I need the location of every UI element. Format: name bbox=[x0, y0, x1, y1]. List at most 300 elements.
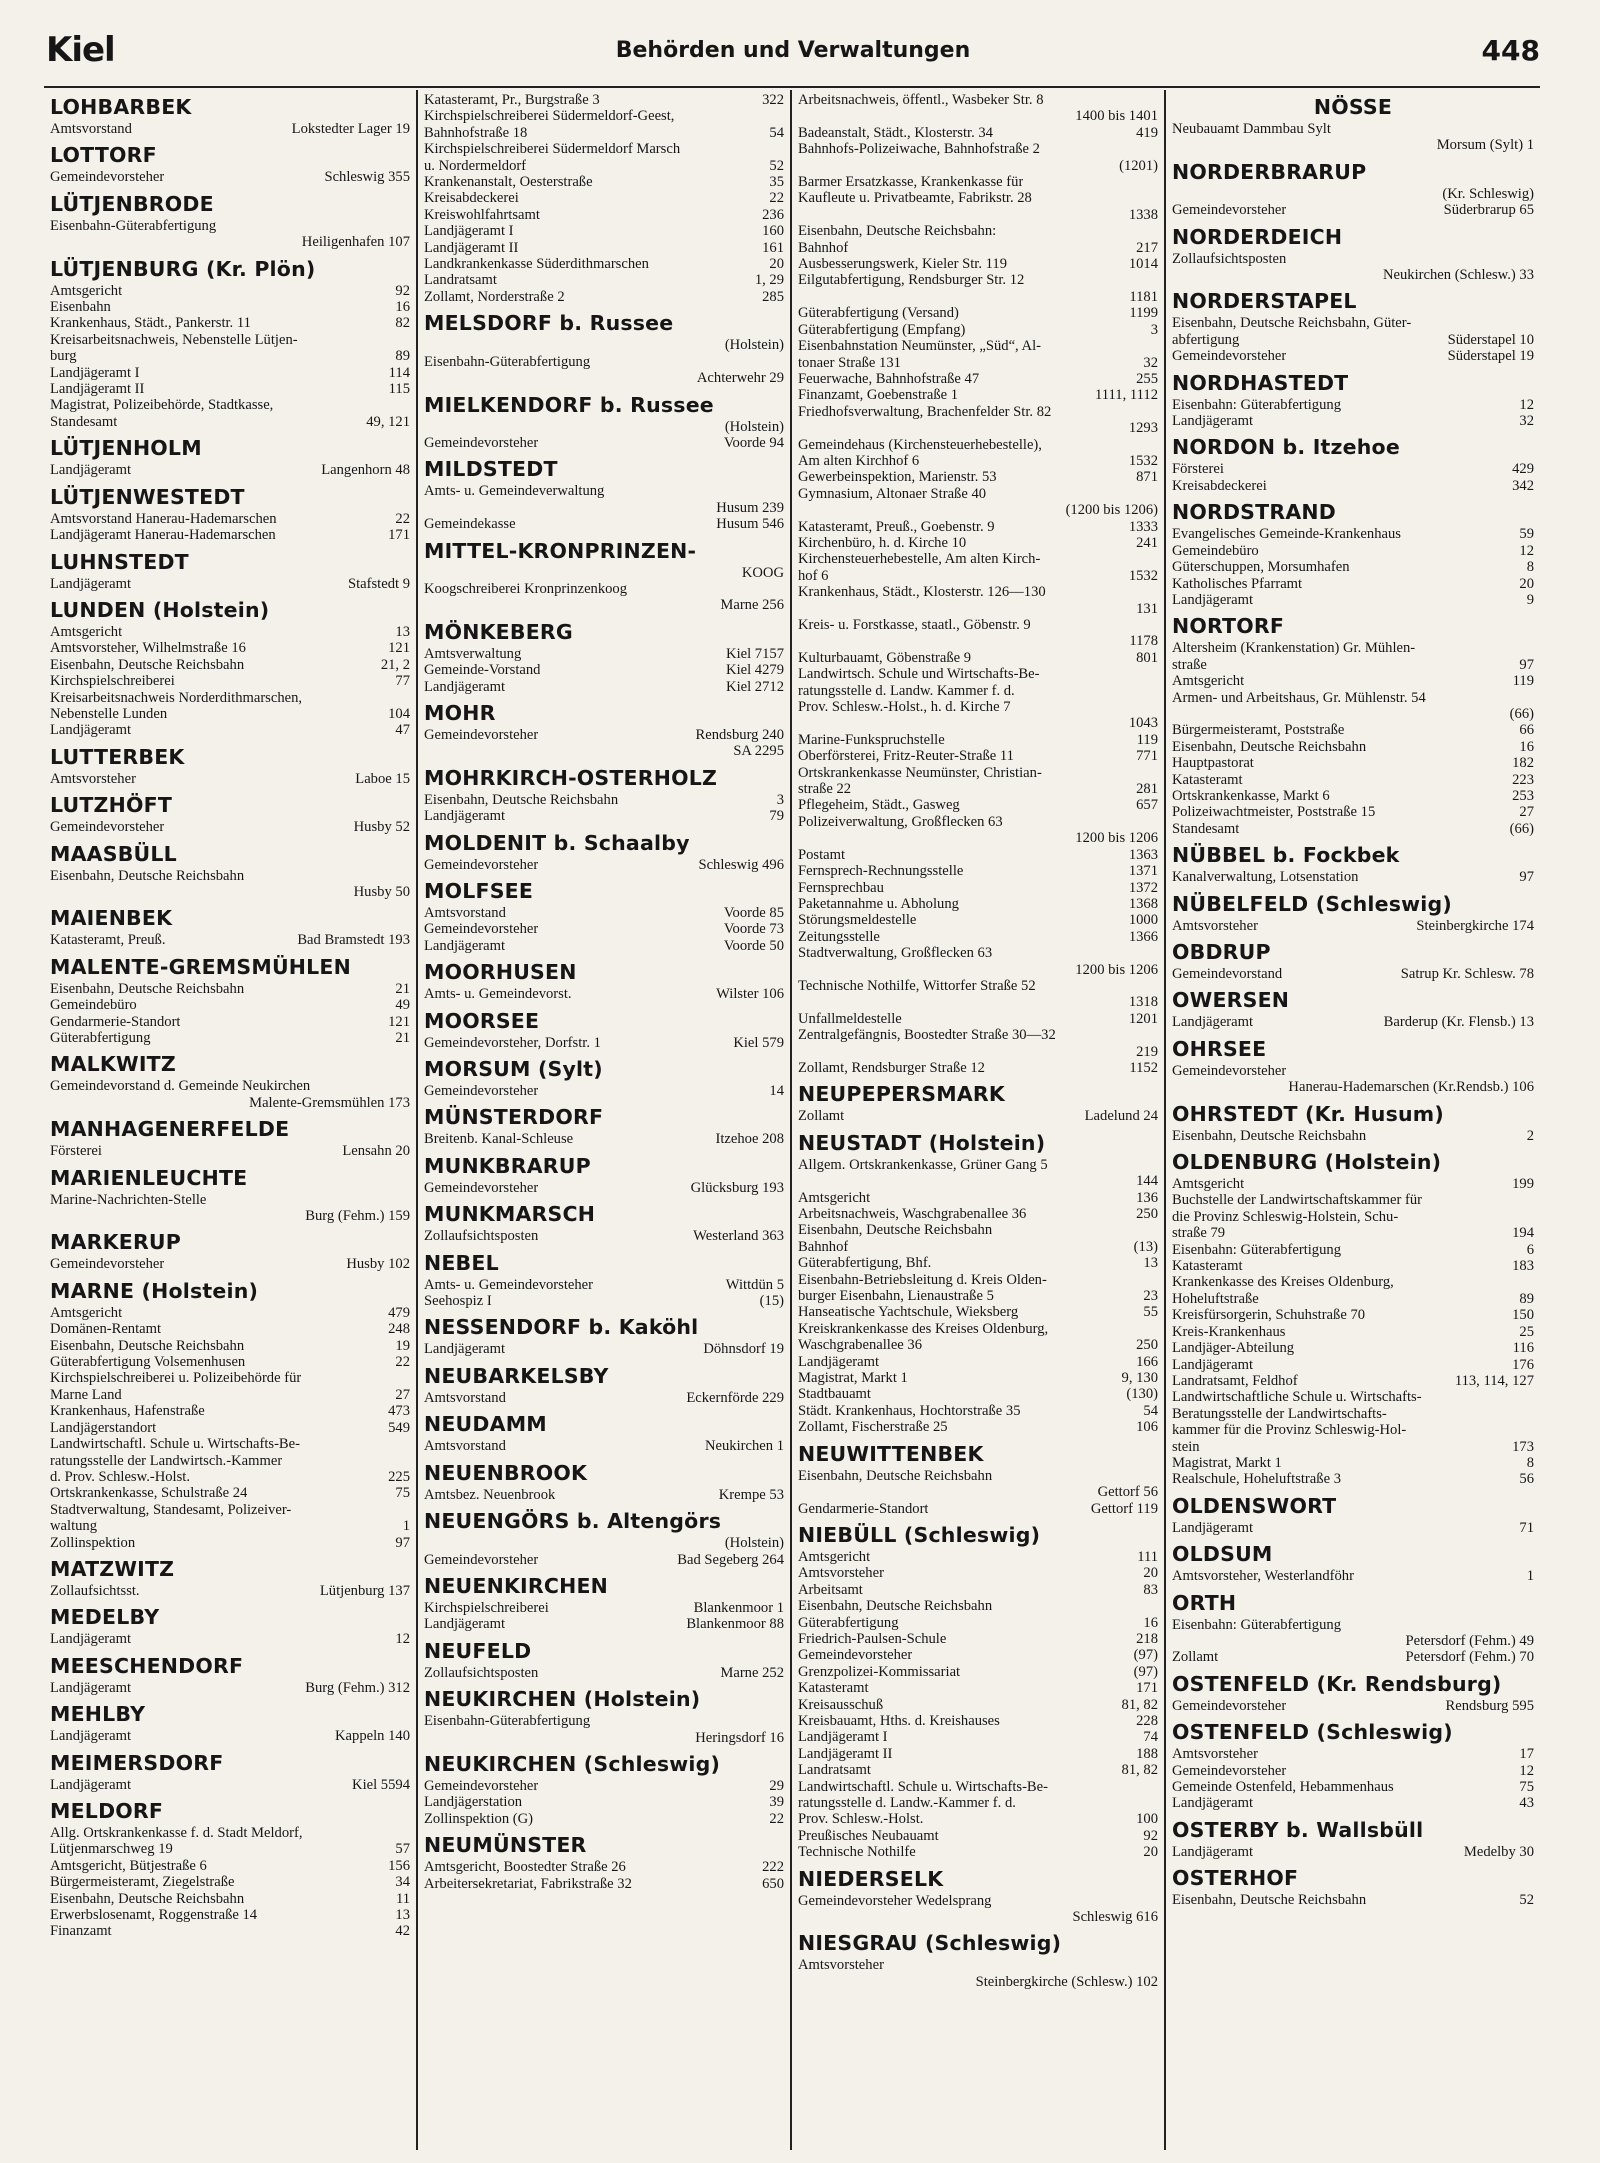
phone-number: 473 bbox=[388, 1403, 410, 1420]
directory-entry bbox=[50, 95, 410, 137]
office-name: Eisenbahn, Deutsche Reichsbahn bbox=[50, 1890, 245, 1907]
office-name: Eisenbahn: Güterabfertigung bbox=[1172, 1616, 1341, 1633]
phone-number: 9, 130 bbox=[1121, 1370, 1158, 1387]
office-name: Landjäger-Abteilung bbox=[1172, 1340, 1295, 1357]
listing-line bbox=[798, 650, 1158, 666]
phone-number: (Kr. Schleswig) bbox=[1442, 185, 1534, 202]
phone-number: 1181 bbox=[1129, 288, 1158, 305]
office-name: Landjägeramt bbox=[1172, 1014, 1254, 1031]
listing-line bbox=[798, 1779, 1158, 1795]
place-heading: MILDSTEDT bbox=[424, 457, 558, 482]
phone-number: Westerland 363 bbox=[693, 1228, 784, 1245]
phone-number: 116 bbox=[1512, 1340, 1534, 1357]
phone-number: 871 bbox=[1136, 469, 1158, 486]
phone-number: 27 bbox=[1519, 804, 1534, 821]
place-heading: NIEBÜLL (Schleswig) bbox=[798, 1522, 1041, 1547]
phone-number: Steinbergkirche 174 bbox=[1416, 917, 1534, 934]
listing-line bbox=[798, 584, 1158, 600]
office-name: Polizeiwachtmeister, Poststraße 15 bbox=[1172, 804, 1376, 821]
directory-entry bbox=[798, 1931, 1158, 1990]
listing-line bbox=[798, 92, 1158, 108]
phone-number: Hanerau-Hademarschen (Kr.Rendsb.) 106 bbox=[1288, 1079, 1534, 1096]
listing-line bbox=[424, 986, 784, 1002]
phone-number: 1 bbox=[1526, 1568, 1534, 1585]
phone-number: 1043 bbox=[1128, 715, 1158, 732]
phone-number: 160 bbox=[762, 223, 784, 240]
office-name: Gemeindevorstand d. Gemeinde Neukirchen bbox=[50, 1078, 311, 1095]
office-name: Badeanstalt, Städt., Klosterstr. 34 bbox=[798, 124, 993, 141]
phone-number: Bad Bramstedt 193 bbox=[297, 932, 410, 949]
phone-number: 54 bbox=[1143, 1402, 1158, 1419]
directory-entry bbox=[50, 906, 410, 948]
listing-line bbox=[1172, 461, 1534, 477]
directory-entry bbox=[50, 1557, 410, 1599]
listing-line bbox=[1172, 1649, 1534, 1665]
phone-number: 1372 bbox=[1128, 879, 1158, 896]
office-name: Polizeiverwaltung, Großflecken 63 bbox=[798, 813, 1003, 830]
phone-number: 2 bbox=[1526, 1127, 1534, 1144]
phone-number: 281 bbox=[1136, 781, 1158, 798]
listing-line bbox=[798, 1011, 1158, 1027]
header-rule bbox=[44, 86, 1540, 88]
office-name: Städt. Krankenhaus, Hochtorstraße 35 bbox=[798, 1402, 1021, 1419]
listing-line bbox=[798, 535, 1158, 551]
phone-number: 1400 bis 1401 bbox=[1075, 108, 1158, 125]
office-name: Landjägerstation bbox=[424, 1794, 523, 1811]
phone-number: 83 bbox=[1143, 1581, 1158, 1598]
phone-number: Heiligenhafen 107 bbox=[301, 234, 410, 251]
listing-line bbox=[798, 945, 1158, 961]
place-heading: MARKERUP bbox=[50, 1230, 181, 1255]
office-name: Zollinspektion (G) bbox=[424, 1810, 534, 1827]
phone-number: 199 bbox=[1512, 1176, 1534, 1193]
office-name: Amtsvorstand Hanerau-Hademarschen bbox=[50, 510, 277, 527]
place-heading: MEIMERSDORF bbox=[50, 1750, 224, 1775]
phone-number: 183 bbox=[1512, 1258, 1534, 1275]
listing-line bbox=[1172, 690, 1534, 706]
listing-line bbox=[798, 1501, 1158, 1517]
directory-entry bbox=[424, 1574, 784, 1633]
place-heading: NORTORF bbox=[1172, 614, 1285, 639]
office-name: Prov. Schlesw.-Holst. bbox=[798, 1811, 924, 1828]
place-heading: MOLDENIT b. Schaalby bbox=[424, 830, 690, 855]
directory-entry bbox=[50, 842, 410, 901]
phone-number: (Holstein) bbox=[724, 337, 784, 354]
office-name: Landjägeramt bbox=[50, 462, 132, 479]
phone-number: 97 bbox=[1519, 869, 1534, 886]
listing-line bbox=[424, 125, 784, 141]
phone-number: 25 bbox=[1519, 1323, 1534, 1340]
place-heading: MATZWITZ bbox=[50, 1556, 175, 1581]
column-4 bbox=[1166, 90, 1540, 2150]
phone-number: Neukirchen (Schlesw.) 33 bbox=[1382, 267, 1534, 284]
listing-line bbox=[424, 337, 784, 353]
listing-line bbox=[1172, 966, 1534, 982]
listing-line bbox=[50, 1095, 410, 1111]
phone-number: 81, 82 bbox=[1121, 1696, 1158, 1713]
office-name: Güterabfertigung bbox=[798, 1614, 899, 1631]
office-name: Güterabfertigung Volsemenhusen bbox=[50, 1354, 246, 1371]
office-name: Krankenkasse des Kreises Oldenburg, bbox=[1172, 1274, 1394, 1291]
listing-line bbox=[50, 381, 410, 397]
phone-number: Achterwehr 29 bbox=[696, 370, 784, 387]
listing-line bbox=[424, 435, 784, 451]
listing-line bbox=[798, 978, 1158, 994]
directory-entry bbox=[1172, 1102, 1534, 1144]
phone-number: 3 bbox=[1150, 321, 1158, 338]
listing-line bbox=[50, 624, 410, 640]
phone-number: Bad Segeberg 264 bbox=[677, 1551, 784, 1568]
listing-line bbox=[798, 1044, 1158, 1060]
listing-line bbox=[1172, 1422, 1534, 1438]
place-heading: MELSDORF b. Russee bbox=[424, 311, 674, 336]
office-name: Landjägeramt II bbox=[50, 381, 145, 398]
listing-line bbox=[50, 527, 410, 543]
office-name: Landjägeramt bbox=[424, 1616, 506, 1633]
directory-entry bbox=[1172, 500, 1534, 608]
listing-line bbox=[1172, 1258, 1534, 1274]
place-heading: OSTENFELD (Schleswig) bbox=[1172, 1720, 1453, 1745]
phone-number: 89 bbox=[1519, 1290, 1534, 1307]
directory-entry bbox=[424, 1057, 784, 1099]
place-heading: MEESCHENDORF bbox=[50, 1653, 244, 1678]
listing-line bbox=[798, 748, 1158, 764]
office-name: Landjägeramt I bbox=[798, 1729, 888, 1746]
listing-line bbox=[798, 1828, 1158, 1844]
phone-number: Malente-Gremsmühlen 173 bbox=[249, 1094, 410, 1111]
place-heading: OHRSTEDT (Kr. Husum) bbox=[1172, 1101, 1444, 1126]
phone-number: Schleswig 496 bbox=[698, 856, 784, 873]
listing-line bbox=[424, 662, 784, 678]
place-heading: MOHRKIRCH-OSTERHOLZ bbox=[424, 765, 718, 790]
place-heading: LUHNSTEDT bbox=[50, 549, 189, 574]
place-heading: OSTERBY b. Wallsbüll bbox=[1172, 1817, 1424, 1842]
office-name: Eisenbahn-Güterabfertigung bbox=[424, 353, 591, 370]
listing-line bbox=[1172, 1617, 1534, 1633]
listing-line bbox=[798, 601, 1158, 617]
place-heading: NEUPEPERSMARK bbox=[798, 1082, 1005, 1107]
office-name: Bürgermeisteramt, Poststraße bbox=[1172, 722, 1345, 739]
phone-number: 248 bbox=[388, 1321, 410, 1338]
place-heading: MAASBÜLL bbox=[50, 841, 177, 866]
listing-line bbox=[1172, 1340, 1534, 1356]
office-name: Eisenbahn, Deutsche Reichsbahn bbox=[50, 1337, 245, 1354]
phone-number: Süderstapel 19 bbox=[1447, 348, 1534, 365]
phone-number: Voorde 73 bbox=[723, 921, 784, 938]
office-name: Hauptpastorat bbox=[1172, 755, 1254, 772]
directory-entry bbox=[798, 1523, 1158, 1861]
listing-line bbox=[798, 1484, 1158, 1500]
listing-line bbox=[424, 727, 784, 743]
listing-line bbox=[424, 938, 784, 954]
office-name: Eisenbahn, Deutsche Reichsbahn: bbox=[798, 223, 997, 240]
office-name: burg bbox=[50, 348, 77, 365]
office-name: Paketannahme u. Abholung bbox=[798, 895, 959, 912]
office-name: Arbeitersekretariat, Fabrikstraße 32 bbox=[424, 1875, 632, 1892]
listing-line bbox=[424, 190, 784, 206]
office-name: Försterei bbox=[1172, 461, 1224, 478]
listing-line bbox=[798, 1582, 1158, 1598]
listing-line bbox=[424, 370, 784, 386]
listing-line bbox=[798, 519, 1158, 535]
listing-line bbox=[798, 387, 1158, 403]
directory-entry bbox=[1172, 289, 1534, 364]
phone-number: 92 bbox=[1143, 1827, 1158, 1844]
phone-number: 27 bbox=[395, 1386, 410, 1403]
office-name: Gewerbeinspektion, Marienstr. 53 bbox=[798, 469, 997, 486]
phone-number: 322 bbox=[762, 92, 784, 108]
listing-line bbox=[50, 1777, 410, 1793]
listing-line bbox=[798, 1173, 1158, 1189]
office-name: Gemeindevorsteher bbox=[424, 1551, 539, 1568]
directory-entry bbox=[1172, 843, 1534, 885]
office-name: Störungsmeldestelle bbox=[798, 912, 917, 929]
office-name: Neubauamt Dammbau Sylt bbox=[1172, 121, 1331, 137]
listing-line bbox=[50, 1014, 410, 1030]
listing-line bbox=[798, 1337, 1158, 1353]
office-name: Amtsvorstand bbox=[424, 1389, 506, 1406]
phone-number: Glücksburg 193 bbox=[690, 1179, 784, 1196]
office-name: Landratsamt bbox=[798, 1762, 871, 1779]
office-name: Försterei bbox=[50, 1143, 102, 1160]
place-heading: NÖSSE bbox=[1313, 95, 1393, 119]
phone-number: 1, 29 bbox=[754, 272, 784, 289]
listing-line bbox=[50, 1825, 410, 1841]
office-name: Kirchenbüro, h. d. Kirche 10 bbox=[798, 534, 967, 551]
listing-line bbox=[1172, 804, 1534, 820]
directory-entry bbox=[50, 1654, 410, 1696]
directory-entry bbox=[424, 1833, 784, 1892]
listing-line bbox=[50, 1858, 410, 1874]
phone-number: 479 bbox=[388, 1304, 410, 1321]
office-name: Barmer Ersatzkasse, Krankenkasse für bbox=[798, 174, 1024, 191]
office-name: Gemeindevorstand bbox=[1172, 966, 1283, 982]
directory-entry bbox=[1172, 940, 1534, 982]
listing-line bbox=[798, 1288, 1158, 1304]
directory-entry bbox=[424, 1752, 784, 1827]
listing-line bbox=[50, 511, 410, 527]
listing-line bbox=[798, 207, 1158, 223]
place-heading: NORDERBRARUP bbox=[1172, 159, 1367, 184]
office-name: Am alten Kirchhof 6 bbox=[798, 452, 920, 469]
listing-line bbox=[1172, 1779, 1534, 1795]
listing-line bbox=[50, 414, 410, 430]
phone-number: 12 bbox=[1519, 1762, 1534, 1779]
listing-line bbox=[798, 1680, 1158, 1696]
phone-number: Stafstedt 9 bbox=[347, 575, 410, 592]
phone-number: 8 bbox=[1526, 559, 1534, 576]
place-heading: MELDORF bbox=[50, 1798, 164, 1823]
directory-entry bbox=[424, 1509, 784, 1568]
listing-line bbox=[1172, 1568, 1534, 1584]
office-name: Landjägeramt bbox=[1172, 1356, 1254, 1373]
place-heading: MUNKBRARUP bbox=[424, 1153, 591, 1178]
office-name: Gemeindekasse bbox=[424, 516, 516, 533]
phone-number: 1178 bbox=[1129, 633, 1158, 650]
phone-number: 236 bbox=[762, 206, 784, 223]
phone-number: 194 bbox=[1512, 1225, 1534, 1242]
office-name: Krankenhaus, Hafenstraße bbox=[50, 1403, 205, 1420]
listing-line bbox=[1172, 121, 1534, 137]
office-name: Gemeindevorsteher bbox=[424, 921, 539, 938]
listing-line bbox=[798, 1697, 1158, 1713]
place-heading: OSTENFELD (Kr. Rendsburg) bbox=[1172, 1671, 1502, 1696]
phone-number: (130) bbox=[1126, 1386, 1158, 1403]
directory-entry bbox=[50, 793, 410, 835]
place-heading: NORDHASTEDT bbox=[1172, 370, 1349, 395]
listing-line bbox=[50, 868, 410, 884]
listing-line bbox=[798, 847, 1158, 863]
listing-line bbox=[50, 690, 410, 706]
office-name: Allg. Ortskrankenkasse f. d. Stadt Meldorf, bbox=[50, 1824, 303, 1841]
listing-line bbox=[1172, 739, 1534, 755]
listing-line bbox=[1172, 559, 1534, 575]
listing-line bbox=[50, 819, 410, 835]
office-name: Landjägeramt bbox=[1172, 1843, 1254, 1860]
listing-line bbox=[50, 348, 410, 364]
office-name: Breitenb. Kanal-Schleuse bbox=[424, 1131, 574, 1148]
phone-number: 801 bbox=[1136, 649, 1158, 666]
office-name: Preußisches Neubauamt bbox=[798, 1827, 939, 1844]
phone-number: 113, 114, 127 bbox=[1454, 1372, 1534, 1389]
office-name: Landwirtschaftliche Schule u. Wirtschafts- bbox=[1172, 1389, 1422, 1406]
directory-entry bbox=[424, 766, 784, 825]
directory-entry bbox=[50, 745, 410, 787]
phone-number: 166 bbox=[1136, 1353, 1158, 1370]
directory-entry bbox=[424, 457, 784, 532]
office-name: Eisenbahn-Güterabfertigung bbox=[50, 217, 217, 234]
office-name: Amtsverwaltung bbox=[424, 645, 522, 662]
office-name: Standesamt bbox=[50, 413, 118, 430]
listing-line bbox=[424, 1438, 784, 1454]
office-name: Kreis-Krankenhaus bbox=[1172, 1323, 1286, 1340]
office-name: Gemeindehaus (Kirchensteuerhebestelle), bbox=[798, 436, 1042, 453]
office-name: Fernsprechbau bbox=[798, 879, 884, 896]
office-name: Eisenbahn, Deutsche Reichsbahn, Güter- bbox=[1172, 315, 1412, 332]
listing-line bbox=[50, 283, 410, 299]
listing-line bbox=[50, 932, 410, 948]
office-name: Gemeindevorsteher bbox=[50, 169, 165, 186]
place-heading: NEUSTADT (Holstein) bbox=[798, 1130, 1046, 1155]
listing-line bbox=[424, 256, 784, 272]
office-name: Zentralgefängnis, Boostedter Straße 30—32 bbox=[798, 1027, 1056, 1044]
directory-entry bbox=[50, 1751, 410, 1793]
office-name: Landwirtsch. Schule und Wirtschafts-Be- bbox=[798, 666, 1040, 683]
office-name: Hoheluftstraße bbox=[1172, 1290, 1259, 1307]
listing-line bbox=[798, 732, 1158, 748]
listing-line bbox=[798, 158, 1158, 174]
listing-line bbox=[798, 223, 1158, 239]
listing-line bbox=[50, 884, 410, 900]
phone-number: 79 bbox=[769, 808, 784, 825]
listing-line bbox=[1172, 1274, 1534, 1290]
listing-line bbox=[50, 1583, 410, 1599]
listing-line bbox=[1172, 1128, 1534, 1144]
phone-number: 21, 2 bbox=[380, 656, 410, 673]
office-name: Realschule, Hoheluftstraße 3 bbox=[1172, 1471, 1341, 1488]
page-header bbox=[46, 26, 1540, 74]
listing-line bbox=[1172, 526, 1534, 542]
directory-entry bbox=[50, 1702, 410, 1744]
office-name: Kirchspielschreiberei Südermeldorf Marsch bbox=[424, 141, 681, 158]
phone-number: 23 bbox=[1143, 1288, 1158, 1305]
place-heading: NORDERSTAPEL bbox=[1172, 289, 1357, 314]
city-heading: Kiel bbox=[46, 30, 115, 70]
office-name: Kreisausschuß bbox=[798, 1696, 884, 1713]
office-name: Friedhofsverwaltung, Brachenfelder Str. 82 bbox=[798, 403, 1052, 420]
office-name: burger Eisenbahn, Lienaustraße 5 bbox=[798, 1288, 994, 1305]
place-heading: OLDENSWORT bbox=[1172, 1493, 1337, 1518]
listing-line bbox=[50, 1305, 410, 1321]
listing-line bbox=[424, 581, 784, 597]
listing-line bbox=[50, 1420, 410, 1436]
listing-line bbox=[424, 483, 784, 499]
office-name: Zollaufsichtsposten bbox=[1172, 250, 1287, 267]
phone-number: Lensahn 20 bbox=[342, 1143, 410, 1160]
office-name: Amtsgericht, Bütjestraße 6 bbox=[50, 1857, 207, 1874]
phone-number: Schleswig 355 bbox=[324, 169, 410, 186]
listing-line bbox=[50, 397, 410, 413]
place-heading: MÖNKEBERG bbox=[424, 619, 573, 644]
phone-number: 1368 bbox=[1128, 895, 1158, 912]
listing-line bbox=[798, 1811, 1158, 1827]
directory-entry bbox=[424, 1639, 784, 1681]
phone-number: 228 bbox=[1136, 1712, 1158, 1729]
office-name: Eisenbahn: Güterabfertigung bbox=[1172, 396, 1341, 413]
phone-number: 19 bbox=[395, 1337, 410, 1354]
phone-number: Voorde 85 bbox=[723, 905, 784, 921]
phone-number: 52 bbox=[1519, 1892, 1534, 1909]
listing-line bbox=[50, 462, 410, 478]
listing-line bbox=[50, 1469, 410, 1485]
phone-number: 16 bbox=[1143, 1614, 1158, 1631]
phone-number: 92 bbox=[395, 282, 410, 299]
listing-line bbox=[798, 1157, 1158, 1173]
office-name: Amtsvorsteher bbox=[50, 770, 136, 787]
office-name: Hanseatische Yachtschule, Wieksberg bbox=[798, 1304, 1019, 1321]
office-name: Bahnhof bbox=[798, 1238, 849, 1255]
listing-line bbox=[424, 1778, 784, 1794]
office-name: Amtsgericht bbox=[798, 1548, 871, 1565]
office-name: Arbeitsamt bbox=[798, 1581, 863, 1598]
office-name: Friedrich-Paulsen-Schule bbox=[798, 1630, 947, 1647]
place-heading: NEUDAMM bbox=[424, 1412, 547, 1437]
phone-number: 22 bbox=[769, 1810, 784, 1827]
listing-line bbox=[798, 1222, 1158, 1238]
listing-line bbox=[798, 1386, 1158, 1402]
listing-line bbox=[50, 722, 410, 738]
phone-number: 22 bbox=[395, 1354, 410, 1371]
phone-number: 223 bbox=[1512, 771, 1534, 788]
listing-line bbox=[1172, 348, 1534, 364]
listing-line bbox=[798, 781, 1158, 797]
column-3 bbox=[792, 90, 1166, 2150]
place-heading: NORDON b. Itzehoe bbox=[1172, 435, 1400, 460]
listing-line bbox=[798, 453, 1158, 469]
listing-line bbox=[798, 1795, 1158, 1811]
phone-number: Heringsdorf 16 bbox=[695, 1729, 784, 1746]
office-name: Eisenbahn, Deutsche Reichsbahn bbox=[798, 1222, 993, 1239]
phone-number: 39 bbox=[769, 1794, 784, 1811]
office-name: Prov. Schlesw.-Holst., h. d. Kirche 7 bbox=[798, 699, 1011, 716]
column-2 bbox=[418, 90, 792, 2150]
office-name: Landjägeramt bbox=[50, 722, 132, 739]
phone-number: 419 bbox=[1136, 124, 1158, 141]
listing-line bbox=[798, 108, 1158, 124]
listing-line bbox=[424, 1180, 784, 1196]
phone-number: 32 bbox=[1519, 413, 1534, 430]
office-name: Kirchensteuerhebestelle, Am alten Kirch- bbox=[798, 551, 1041, 568]
